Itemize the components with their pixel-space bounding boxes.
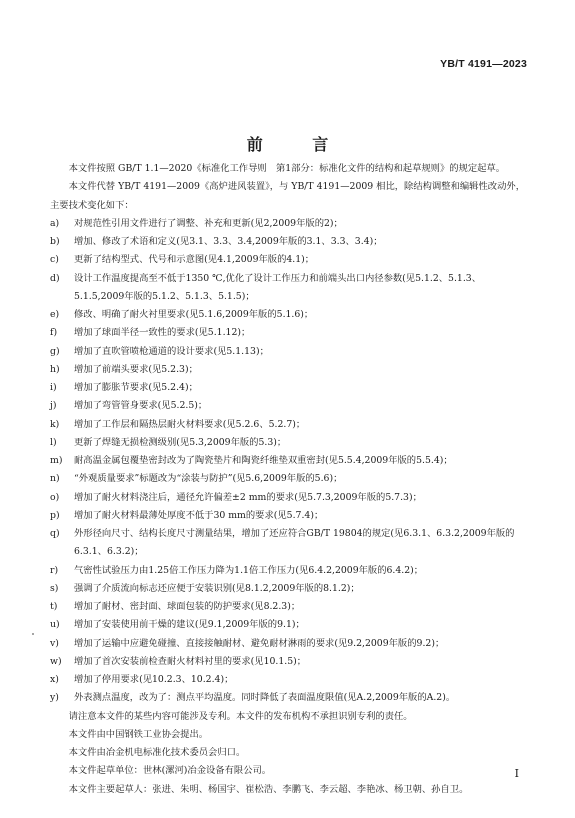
change-item-text: 外表测点温度，改为了：测点平均温度。同时降低了表面温度限值(见A.2,2009年版的A.2)。 <box>74 692 456 704</box>
page-title: 前 言 <box>246 135 351 154</box>
closing-paragraph: 本文件起草单位：世林(漯河)冶金设备有限公司。 <box>68 765 272 777</box>
closing-paragraph: 请注意本文件的某些内容可能涉及专利。本文件的发布机构不承担识别专利的责任。 <box>68 710 413 722</box>
change-item-text: 增加了耐火材料浇注后，通径允许偏差±2 mm的要求(见5.7.3,2009年版的5.7.3)； <box>74 491 422 503</box>
change-item <box>50 616 525 634</box>
intro-paragraph-replacement: 本文件代替 YB/T 4191—2009《高炉进风装置》，与 YB/T 4191—2009 相比，除结构调整和编辑性改动外，主要技术变化如下： <box>50 181 525 211</box>
change-item <box>50 525 525 562</box>
change-item <box>50 562 525 580</box>
change-item-marker: m) <box>50 455 63 466</box>
scan-speck <box>32 633 34 635</box>
change-item-text: 增加了膨胀节要求(见5.2.4)； <box>74 382 198 393</box>
change-item-marker: j) <box>50 400 57 412</box>
change-item <box>50 598 525 616</box>
change-item <box>50 343 525 361</box>
change-item-marker: t) <box>50 601 58 612</box>
technical-changes-list <box>50 215 525 708</box>
closing-paragraph: 本文件由中国钢铁工业协会提出。 <box>68 728 209 740</box>
change-item-text: 增加了工作层和隔热层耐火材料要求(见5.2.6、5.2.7)； <box>74 418 306 430</box>
change-item-text: 增加了弯管管身要求(见5.2.5)； <box>74 400 208 412</box>
change-item-marker: p) <box>50 509 60 521</box>
change-item-marker: x) <box>50 674 59 685</box>
change-item-marker: h) <box>50 363 60 375</box>
change-item-text: 耐高温金属包覆垫密封改为了陶瓷垫片和陶瓷纤维垫双重密封(见5.5.4,2009年版的5.5.4)； <box>74 455 453 466</box>
change-item-marker: r) <box>50 564 59 576</box>
change-item <box>50 251 525 269</box>
closing-paragraph: 本文件由冶金机电标准化技术委员会归口。 <box>68 747 246 758</box>
change-item <box>50 580 525 598</box>
change-item-text: 增加了运输中应避免碰撞、直接接触耐材、避免耐材淋雨的要求(见9.2,2009年版的9.2)； <box>74 637 445 649</box>
change-item <box>50 689 525 707</box>
change-item-marker: w) <box>50 655 62 667</box>
change-item <box>50 507 525 525</box>
change-item <box>50 416 525 434</box>
change-item-text: 增加了首次安装前检查耐火材料衬里的要求(见10.1.5)； <box>74 655 307 667</box>
change-item-text: 增加了耐材、密封面、球面包装的防护要求(见8.2.3)； <box>74 601 301 612</box>
change-item <box>50 233 525 251</box>
change-item <box>50 452 525 470</box>
closing-paragraphs <box>50 708 525 799</box>
change-item <box>50 324 525 342</box>
document-code: YB/T 4191—2023 <box>440 58 527 70</box>
change-item-marker: v) <box>50 637 59 649</box>
change-item-marker: f) <box>50 327 58 339</box>
change-item-marker: a) <box>50 217 60 229</box>
change-item-text: 增加了停用要求(见10.2.3、10.2.4)； <box>74 674 234 685</box>
change-item-text: 增加了直吹管喷枪通道的设计要求(见5.1.13)； <box>74 345 269 357</box>
change-item-text: 增加了球面半径一致性的要求(见5.1.12)； <box>74 327 251 339</box>
page-number: I <box>514 767 519 780</box>
change-item-marker: o) <box>50 491 60 503</box>
change-item <box>50 635 525 653</box>
document-body <box>50 160 525 799</box>
change-item-marker: d) <box>50 272 60 284</box>
change-item <box>50 489 525 507</box>
change-item <box>50 306 525 324</box>
change-item-text: 修改、明确了耐火衬里要求(见5.1.6,2009年版的5.1.6)； <box>74 309 314 320</box>
change-item-marker: k) <box>50 418 60 430</box>
change-item-text: 增加了耐火材料最薄处厚度不低于30 mm的要求(见5.7.4)； <box>74 509 324 521</box>
change-item <box>50 653 525 671</box>
change-item-text: 对规范性引用文件进行了调整、补充和更新(见2,2009年版的2)； <box>74 217 343 229</box>
change-item <box>50 361 525 379</box>
change-item-marker: c) <box>50 254 59 266</box>
change-item-marker: u) <box>50 619 60 631</box>
change-item-marker: i) <box>50 382 57 393</box>
change-item-marker: y) <box>50 692 59 704</box>
change-item <box>50 470 525 488</box>
change-item-text: 更新了焊缝无损检测级别(见5.3,2009年版的5.3)； <box>74 436 287 448</box>
change-item-text: “外观质量要求”标题改为“涂装与防护”(见5.6,2009年版的5.6)； <box>74 473 343 485</box>
change-item-text: 设计工作温度提高至不低于1350 ℃,优化了设计工作压力和前端头出口内径参数(见5.1.2、5.1.3、5.1.5,2009年版的5.1.2、5.1.3、5.1.5)； <box>74 272 482 302</box>
change-item-text: 气密性试验压力由1.25倍工作压力降为1.1倍工作压力(见6.4.2,2009年版的6.4.2)； <box>74 564 424 576</box>
change-item-marker: e) <box>50 309 60 320</box>
change-item-marker: q) <box>50 528 60 539</box>
change-item <box>50 397 525 415</box>
change-item <box>50 671 525 689</box>
change-item-marker: l) <box>50 436 57 448</box>
change-item-text: 增加、修改了术语和定义(见3.1、3.3、3.4,2009年版的3.1、3.3、3.4)； <box>74 236 383 247</box>
change-item-marker: g) <box>50 345 60 357</box>
change-item <box>50 215 525 233</box>
change-item-marker: b) <box>50 236 60 247</box>
change-item-text: 更新了结构型式、代号和示意图(见4.1,2009年版的4.1)； <box>74 254 315 266</box>
change-item-marker: s) <box>50 582 59 594</box>
change-item-text: 增加了前端头要求(见5.2.3)； <box>74 363 198 375</box>
closing-paragraph: 本文件主要起草人：张进、朱明、杨国宇、崔松浩、李鹏飞、李云超、李艳冰、杨卫朝、孙自卫。 <box>68 783 469 795</box>
change-item <box>50 270 525 307</box>
change-item <box>50 434 525 452</box>
change-item-text: 外形径向尺寸、结构长度尺寸测量结果，增加了还应符合GB/T 19804的规定(见6.3.1、6.3.2,2009年版的6.3.1、6.3.2)； <box>74 528 515 558</box>
change-item <box>50 379 525 397</box>
change-item-text: 增加了安装使用前干燥的建议(见9.1,2009年版的9.1)； <box>74 619 305 631</box>
intro-paragraph-drafting: 本文件按照 GB/T 1.1—2020《标准化工作导则 第1部分：标准化文件的结构和起草规则》的规定起草。 <box>68 163 506 174</box>
change-item-marker: n) <box>50 473 60 485</box>
change-item-text: 强调了介质流向标志还应便于安装识别(见8.1.2,2009年版的8.1.2)； <box>74 582 360 594</box>
